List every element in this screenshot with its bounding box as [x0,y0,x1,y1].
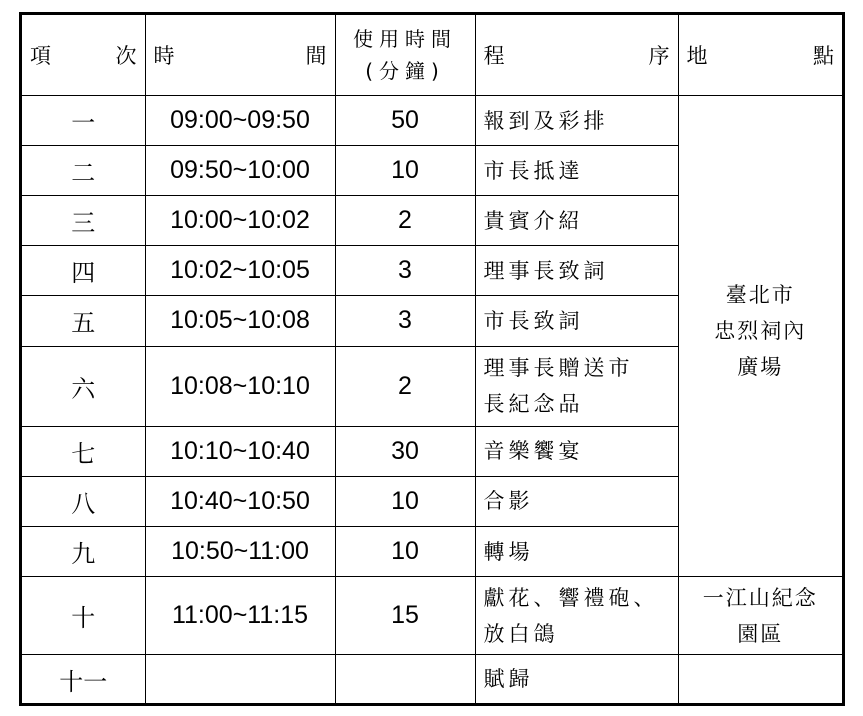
row-index: 十 [22,577,145,655]
row-time: 09:00~09:50 [145,96,335,146]
program-line: 市長抵達 [483,158,584,183]
row-program [475,196,678,246]
program-line: 音樂饗宴 [483,439,584,464]
row-time: 10:00~10:02 [145,196,335,246]
program-line: 獻花、響禮砲、 [483,585,659,610]
location-main [678,96,842,577]
row-minutes: 10 [335,526,475,576]
location-second [678,577,842,655]
row-minutes: 15 [335,577,475,655]
location-line: 臺北市 [725,283,795,308]
row-index: 三 [22,196,145,246]
row-index: 十一 [22,655,145,703]
header-time: 時 間 [145,15,335,96]
program-line: 放白鴿 [483,621,559,646]
row-time: 10:40~10:50 [145,476,335,526]
row-minutes: 30 [335,426,475,476]
row-time: 10:02~10:05 [145,246,335,296]
location-line: 園區 [737,621,784,646]
location-line: 忠烈祠內 [714,319,807,344]
row-index: 八 [22,476,145,526]
row-index: 一 [22,96,145,146]
row-index: 九 [22,526,145,576]
row-index: 四 [22,246,145,296]
header-location: 地 點 [678,15,842,96]
table-row [22,577,842,655]
row-program [475,346,678,426]
schedule-frame [19,12,845,706]
row-time: 10:08~10:10 [145,346,335,426]
row-minutes: 2 [335,196,475,246]
row-program [475,146,678,196]
program-line: 理事長贈送市 [483,356,634,381]
row-minutes: 3 [335,246,475,296]
row-minutes: 50 [335,96,475,146]
row-time: 10:10~10:40 [145,426,335,476]
table-row [22,96,842,146]
row-minutes: 3 [335,296,475,346]
location-line: 一江山紀念 [702,585,818,610]
row-program [475,296,678,346]
header-duration: 使用時間 (分鐘) [335,15,475,96]
program-line: 報到及彩排 [483,108,609,133]
row-minutes [335,655,475,703]
row-minutes: 10 [335,146,475,196]
row-index: 七 [22,426,145,476]
row-time: 10:50~11:00 [145,526,335,576]
location-empty [678,655,842,703]
header-row [22,15,842,96]
program-line: 賦歸 [483,667,534,692]
row-time [145,655,335,703]
row-index: 五 [22,296,145,346]
table-row [22,655,842,703]
program-line: 市長致詞 [483,308,584,333]
row-time: 10:05~10:08 [145,296,335,346]
program-line: 長紀念品 [483,392,584,417]
row-program [475,526,678,576]
row-program [475,655,678,703]
row-program [475,426,678,476]
program-line: 轉場 [483,539,534,564]
program-line: 貴賓介紹 [483,208,584,233]
row-program [475,96,678,146]
row-minutes: 2 [335,346,475,426]
row-minutes: 10 [335,476,475,526]
row-program [475,577,678,655]
program-line: 理事長致詞 [483,258,609,283]
row-program [475,246,678,296]
location-line: 廣場 [737,355,784,380]
header-index: 項 次 [22,15,145,96]
row-program [475,476,678,526]
schedule-table [22,15,842,703]
row-index: 二 [22,146,145,196]
header-program: 程 序 [475,15,678,96]
row-time: 11:00~11:15 [145,577,335,655]
row-time: 09:50~10:00 [145,146,335,196]
row-index: 六 [22,346,145,426]
program-line: 合影 [483,489,534,514]
